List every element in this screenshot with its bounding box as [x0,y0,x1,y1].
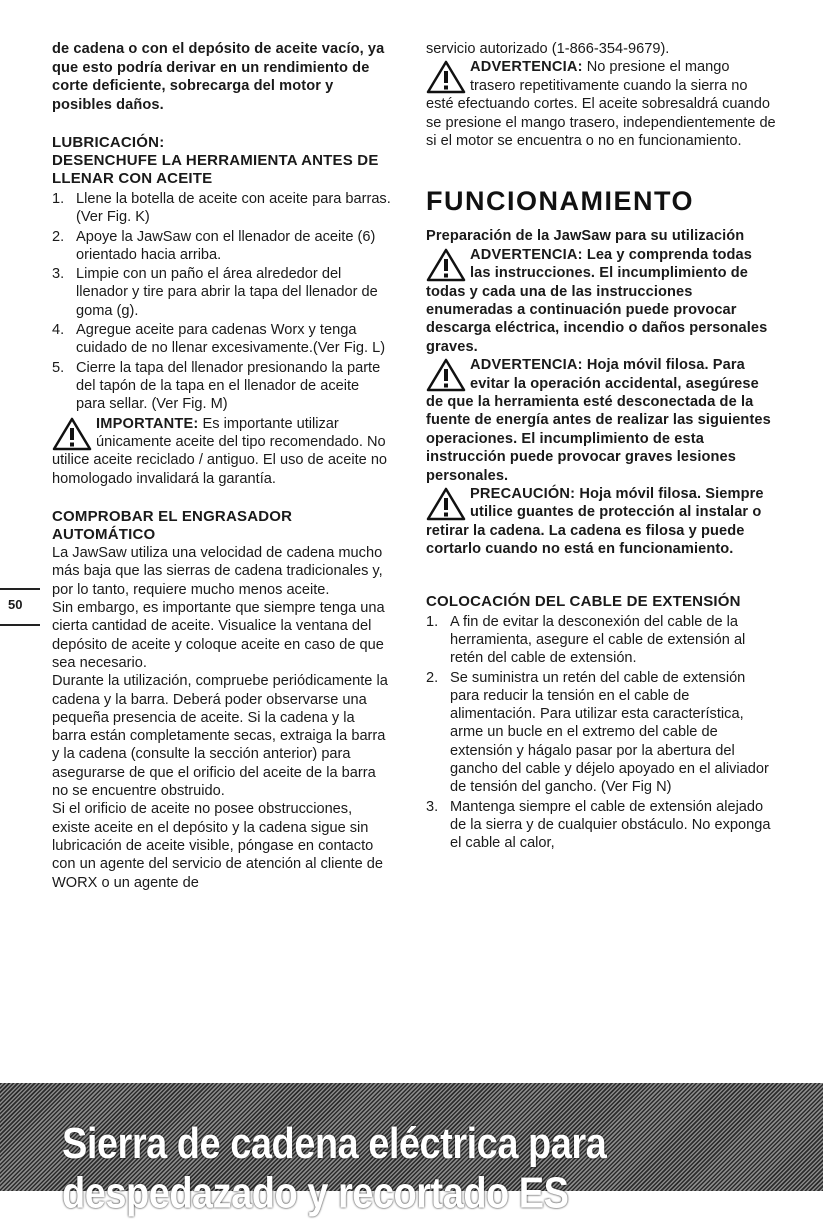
cable-steps [426,613,776,853]
right-column [426,40,776,854]
list-item: 1. A fin de evitar la desconexión del cable de la herramienta, asegure el cable de extensión al retén del cable de extensión. [426,613,746,667]
engrasador-paragraph: La JawSaw utiliza una velocidad de cadena mucho más baja que las sierras de cadena tradicionales y, por lo tanto, requiere mucho menos aceite. [52,545,383,598]
left-column [52,40,392,892]
warning-triangle-icon [52,417,92,451]
warning-note [426,58,776,150]
lubricacion-steps [52,190,392,414]
warning-label: ADVERTENCIA: [470,59,583,76]
engrasador-heading: COMPROBAR EL ENGRASADOR AUTOMÁTICO [52,508,293,544]
continued-text: servicio autorizado (1-866-354-9679). [426,41,670,57]
list-item: 2. Apoye la JawSaw con el llenador de aceite (6) orientado hacia arriba. [52,228,376,263]
list-item: 3. Limpie con un paño el área alrededor del llenador y tire para abrir la tapa del llenador de goma (g). [52,266,378,319]
section-title: FUNCIONAMIENTO [426,186,694,217]
warning-triangle-icon [426,487,466,521]
prep-heading: Preparación de la JawSaw para su utilización [426,228,745,245]
engrasador-paragraph: Si el orificio de aceite no posee obstrucciones, existe aceite en el depósito y la cadena sigue sin lubricación de aceite visible, póngase en contacto con un agente del servicio de atención al cliente de WORX o un agente de [52,801,384,891]
warning-text: Hoja móvil filosa. Para evitar la operación accidental, asegúrese de que la herramienta esté desconectada de la fuente de energía antes de realizar las siguientes operaciones. El incumplimiento de esta instrucción puede provocar graves lesiones personales. [426,357,771,484]
warning-triangle-icon [426,60,466,94]
caution-label: PRECAUCIÓN: [470,486,576,503]
list-item: 4. Agregue aceite para cadenas Worx y tenga cuidado de no llenar excesivamente.(Ver Fig. L) [52,322,386,357]
warning-label: ADVERTENCIA: [470,357,583,374]
warning-note [426,356,776,485]
warning-label: ADVERTENCIA: [470,246,583,263]
cable-heading: COLOCACIÓN DEL CABLE DE EXTENSIÓN [426,592,741,610]
caution-text: Hoja móvil filosa. Siempre utilice guantes de protección al instalar o retirar la cadena. La cadena es filosa y puede cortarlo cuando no está en funcionamiento. [426,486,764,558]
footer-title: Sierra de cadena eléctrica para despedazado y recortado ES [62,1120,607,1218]
page-number-tab [0,588,40,626]
warning-triangle-icon [426,358,466,392]
warning-text: No presione el mango trasero repetitivamente cuando la sierra no esté efectuando cortes. El aceite sobresaldrá cuando se presione el mango trasero, independientemente de si el motor se encuentra o no en funcionamiento. [426,59,776,149]
important-label: IMPORTANTE: [96,415,199,432]
list-item: 1. Llene la botella de aceite con aceite para barras. (Ver Fig. K) [52,191,391,226]
warning-note [426,246,776,356]
lead-paragraph: de cadena o con el depósito de aceite vacío, ya que esto podría derivar en un rendimiento de corte deficiente, sobrecarga del motor y posibles daños. [52,41,385,113]
important-text: Es importante utilizar únicamente aceite del tipo recomendado. No utilice aceite reciclado / antiguo. El uso de aceite no homologado invalidará la garantía. [52,415,388,487]
list-item: 5. Cierre la tapa del llenador presionando la parte del tapón de la tapa en el llenador de aceite para sellar. (Ver Fig. M) [52,359,381,413]
engrasador-paragraph: Sin embargo, es importante que siempre tenga una cierta cantidad de aceite. Visualice la ventana del depósito de aceite y coloque aceite en caso de que sea necesario. [52,600,385,671]
engrasador-paragraph: Durante la utilización, compruebe periódicamente la cadena y la barra. Deberá poder observarse una pequeña presencia de aceite. Si la cadena y la barra están completamente secas, extraiga la barra y la cadena (consulte la sección anterior) para asegurarse de que el orificio del aceite de la barra no se encuentre obstruido. [52,673,388,800]
list-item: 3. Mantenga siempre el cable de extensión alejado de la sierra y de cualquier obstáculo. No exponga el cable al calor, [426,798,771,852]
lubricacion-heading: LUBRICACIÓN: [52,134,165,151]
warning-triangle-icon [426,248,466,282]
list-item: 2. Se suministra un retén del cable de extensión para reducir la tensión en el cable de alimentación. Para utilizar esta característica, arme un bucle en el extremo del cable de extensión y hágalo pasar por la abertura del gancho del cable y déjelo apoyado en el aliviador de tensión del gancho. (Ver Fig N) [426,669,769,796]
important-note [52,415,392,489]
lubricacion-subheading: DESENCHUFE LA HERRAMIENTA ANTES DE LLENAR CON ACEITE [52,152,379,187]
caution-note [426,485,776,559]
warning-text: Lea y comprenda todas las instrucciones. El incumplimiento de todas y cada una de las instrucciones enumeradas a continuación puede provocar descarga eléctrica, incendio o daños personales graves. [426,246,768,355]
page-number: 50 [8,597,23,612]
